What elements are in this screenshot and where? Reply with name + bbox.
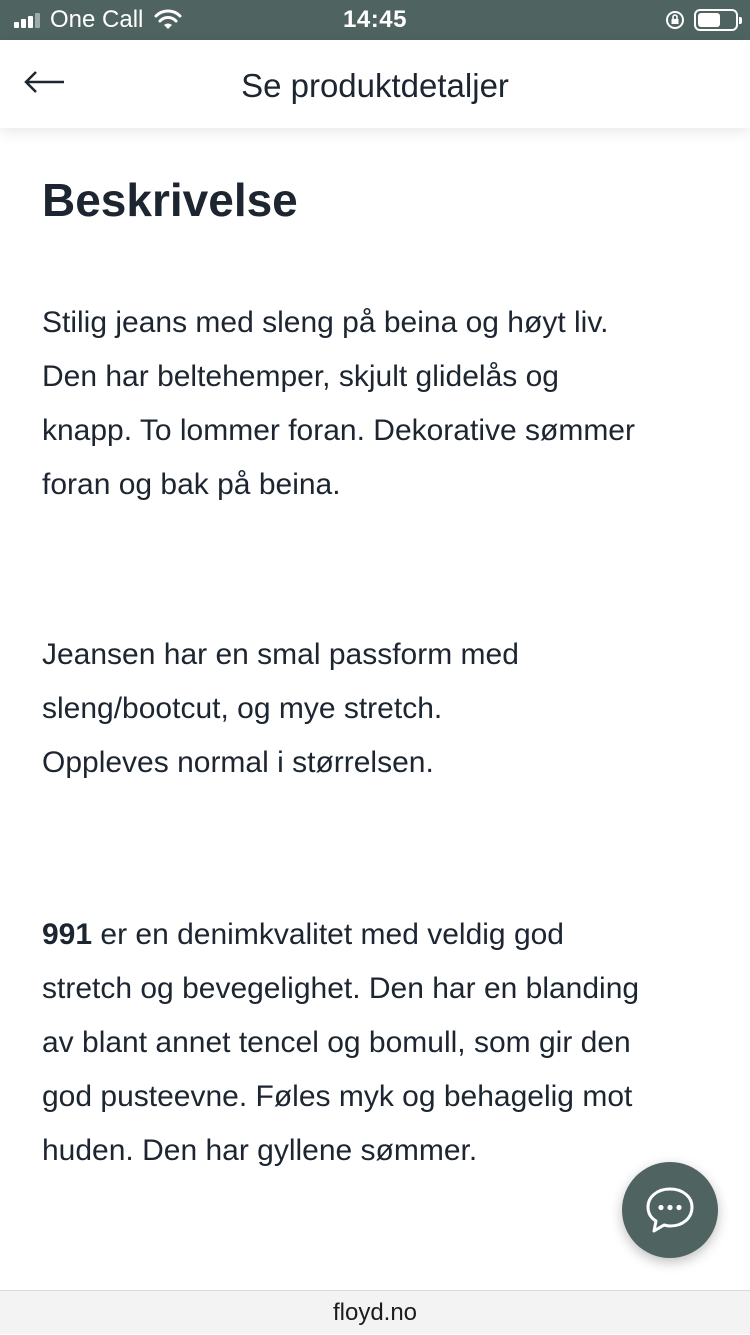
text-line: huden. Den har gyllene sømmer. <box>42 1134 478 1167</box>
description-paragraph-3 <box>42 908 708 1178</box>
text-line: Stilig jeans med sleng på beina og høyt liv. <box>42 306 609 339</box>
chat-button[interactable] <box>622 1162 718 1258</box>
text-line: foran og bak på beina. <box>42 468 341 501</box>
text-line: stretch og bevegelighet. Den har en blanding <box>42 972 640 1005</box>
text-line: god pusteevne. Føles myk og behagelig mot <box>42 1080 633 1113</box>
text-line: knapp. To lommer foran. Dekorative sømmer <box>42 414 635 447</box>
text-segment: er en denimkvalitet med veldig god <box>92 918 564 951</box>
battery-icon <box>694 9 738 31</box>
chat-bubble-icon <box>643 1183 697 1237</box>
status-bar <box>0 0 750 40</box>
fabric-code: 991 <box>42 918 93 951</box>
text-line: av blant annet tencel og bomull, som gir den <box>42 1026 631 1059</box>
text-line: Den har beltehemper, skjult glidelås og <box>42 360 559 393</box>
browser-url-bar[interactable] <box>0 1290 750 1334</box>
text-line: sleng/bootcut, og mye stretch. <box>42 692 443 725</box>
url-text: floyd.no <box>332 1299 418 1326</box>
carrier-label: One Call <box>50 6 144 33</box>
status-right <box>664 6 738 34</box>
text-line: Jeansen har en smal passform med <box>42 638 519 671</box>
nav-bar <box>0 40 750 128</box>
text-line: Oppleves normal i størrelsen. <box>42 746 434 779</box>
page-title: Se produktdetaljer <box>241 67 509 104</box>
description-heading: Beskrivelse <box>42 174 298 226</box>
description-paragraph-1 <box>42 296 708 512</box>
description-paragraph-2 <box>42 628 708 790</box>
clock: 14:45 <box>343 6 407 33</box>
orientation-lock-icon <box>664 9 686 31</box>
text-line <box>42 908 708 962</box>
